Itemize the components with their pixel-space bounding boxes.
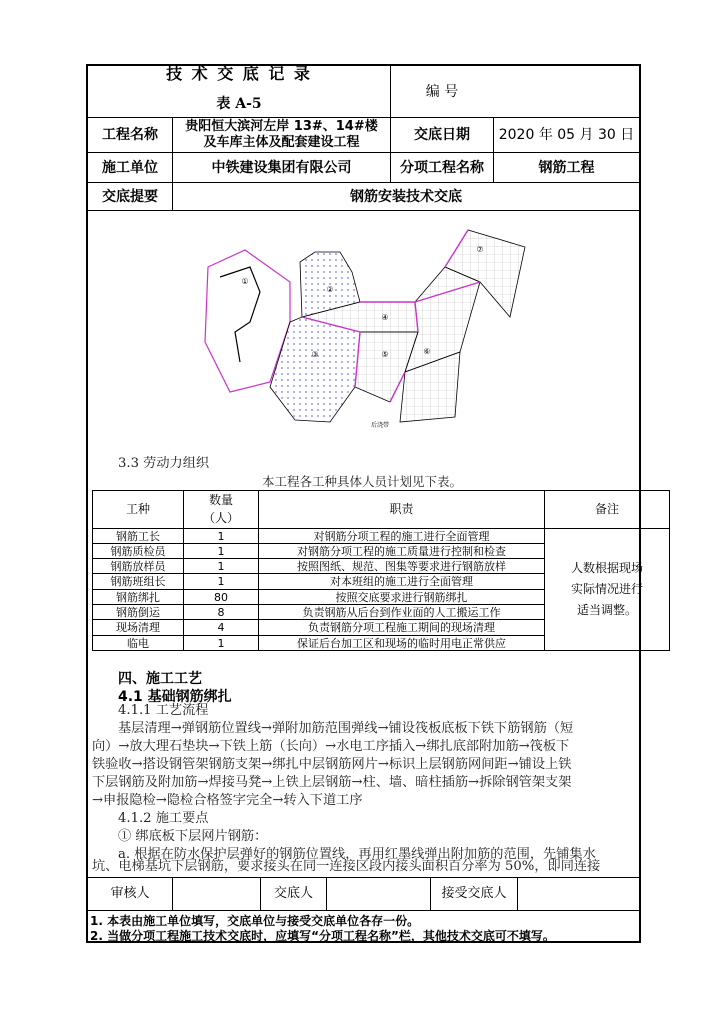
project-label: 工程名称 [102,127,158,143]
labor-remark-line: 适当调整。 [576,603,637,617]
reviewer-label: 审核人 [110,886,150,901]
discloser-value[interactable] [327,878,430,910]
labor-row-count: 4 [217,621,225,634]
project-value-line2: 及车库主体及配套建设工程 [203,135,360,150]
unit-value: 中铁建设集团有限公司 [211,159,352,176]
receiver-value[interactable] [518,878,639,910]
summary-label: 交底提要 [102,188,158,205]
process-sub1-1: 4.1.1 工艺流程 [118,703,209,718]
labor-header-count-line2: （人） [202,511,239,525]
subproject-label: 分项工程名称 [400,159,484,176]
labor-row-duty: 负责钢筋从后台到作业面的人工搬运工作 [302,605,501,619]
reviewer-value[interactable] [173,878,260,910]
project-value [173,118,390,152]
form-title: 技 术 交 底 记 录 [166,64,312,83]
labor-row-type: 现场清理 [116,621,160,634]
labor-row-count: 1 [217,544,225,558]
labor-remark [545,529,669,650]
form-number: 表 A-5 [216,96,262,112]
date-value: 2020 年 05 月 30 日 [498,127,635,143]
labor-row-type: 钢筋班组长 [110,575,166,588]
plan-label-5: ⑤ [381,350,389,359]
labor-row-type: 钢筋倒运 [116,605,160,619]
labor-row-count: 1 [217,559,225,573]
labor-row-count: 8 [217,605,225,619]
date-label: 交底日期 [414,127,470,143]
labor-row-duty: 负责钢筋分项工程施工期间的现场清理 [308,621,495,634]
labor-header-duty: 职责 [389,502,414,516]
receiver-label: 接受交底人 [441,886,507,901]
labor-row-type: 钢筋绑扎 [116,590,160,604]
labor-header-type: 工种 [125,502,150,516]
labor-row-type: 钢筋工长 [116,529,160,543]
labor-section-title: 3.3 劳动力组织 [118,456,210,471]
process-section-title: 四、施工工艺 [118,671,202,687]
plan-caption: 后浇带 [370,422,390,429]
plan-label-4: ④ [381,313,389,322]
site-plan-drawing [190,222,530,432]
process-point1: ① 绑底板下层网片钢筋： [118,829,268,844]
process-point1-line: a. 根据在防水保护层弹好的钢筋位置线，再用红墨线弹出附加筋的范围，先铺集水 [118,847,596,862]
labor-remark-line: 人数根据现场 [570,561,643,575]
labor-intro: 本工程各工种具体人员计划见下表。 [262,474,463,489]
labor-row-duty: 按照图纸、规范、图集等要求进行钢筋放样 [297,559,506,573]
labor-row-count: 1 [217,529,225,543]
labor-row-duty: 对钢筋分项工程的施工质量进行控制和检查 [297,544,506,558]
labor-row-duty: 保证后台加工区和现场的临时用电正常供应 [297,636,506,650]
labor-row-duty: 对本班组的施工进行全面管理 [330,575,473,588]
plan-label-1: ① [241,277,249,286]
labor-row-type: 钢筋质检员 [110,544,166,558]
code-label: 编 号 [425,84,459,100]
unit-label: 施工单位 [102,159,158,176]
plan-label-3: ③ [311,350,319,359]
plan-label-7: ⑦ [476,245,484,254]
process-flow-line: →申报隐检→隐检合格签字完全→转入下道工序 [92,793,363,808]
labor-row-count: 1 [217,636,225,650]
labor-row-type: 钢筋放样员 [110,559,166,573]
process-point1-line: 坑、电梯基坑下层钢筋，要求接头在同一连接区段内接头面积百分率为 50%，即同连接 [92,859,601,874]
process-flow-line: 向）→放大理石垫块→下铁上筋（长向）→水电工序插入→绑扎底部附加筋→筏板下 [92,739,570,754]
code-value[interactable] [494,66,639,117]
process-flow-line: 铁验收→搭设钢管架钢筋支架→绑扎中层钢筋网片→标识上层钢筋网间距→铺设上铁 [92,757,572,772]
project-value-line1: 贵阳恒大滨河左岸 13#、14#楼 [185,119,378,134]
process-sub1: 4.1 基础钢筋绑扎 [118,689,232,705]
subproject-value: 钢筋工程 [538,159,595,176]
discloser-label: 交底人 [273,886,313,901]
summary-value: 钢筋安装技术交底 [350,188,462,205]
labor-row-type: 临电 [127,636,149,650]
labor-remark-line: 实际情况进行 [570,582,643,596]
labor-row-count: 80 [214,590,228,604]
labor-header-count [184,491,258,528]
process-flow-line: 基层清理→弹钢筋位置线→弹附加筋范围弹线→铺设筏板底板下铁下筋钢筋（短 [118,721,574,736]
note-2: 2. 当做分项工程施工技术交底时，应填写“分项工程名称”栏，其他技术交底可不填写。 [90,929,555,943]
labor-header-count-line1: 数量 [208,493,233,507]
process-sub1-2: 4.1.2 施工要点 [118,811,209,826]
process-flow-line: 下层钢筋及附加筋→焊接马凳→上铁上层钢筋→柱、墙、暗柱插筋→拆除钢管架支架 [92,775,572,790]
labor-row-count: 1 [217,575,225,588]
note-1: 1. 本表由施工单位填写，交底单位与接受交底单位各存一份。 [90,914,420,928]
labor-row-duty: 对钢筋分项工程的施工进行全面管理 [313,529,490,543]
labor-row-duty: 按照交底要求进行钢筋绑扎 [335,590,468,604]
plan-label-2: ② [326,285,334,294]
plan-label-6: ⑥ [423,347,431,356]
labor-header-remark: 备注 [594,502,619,516]
